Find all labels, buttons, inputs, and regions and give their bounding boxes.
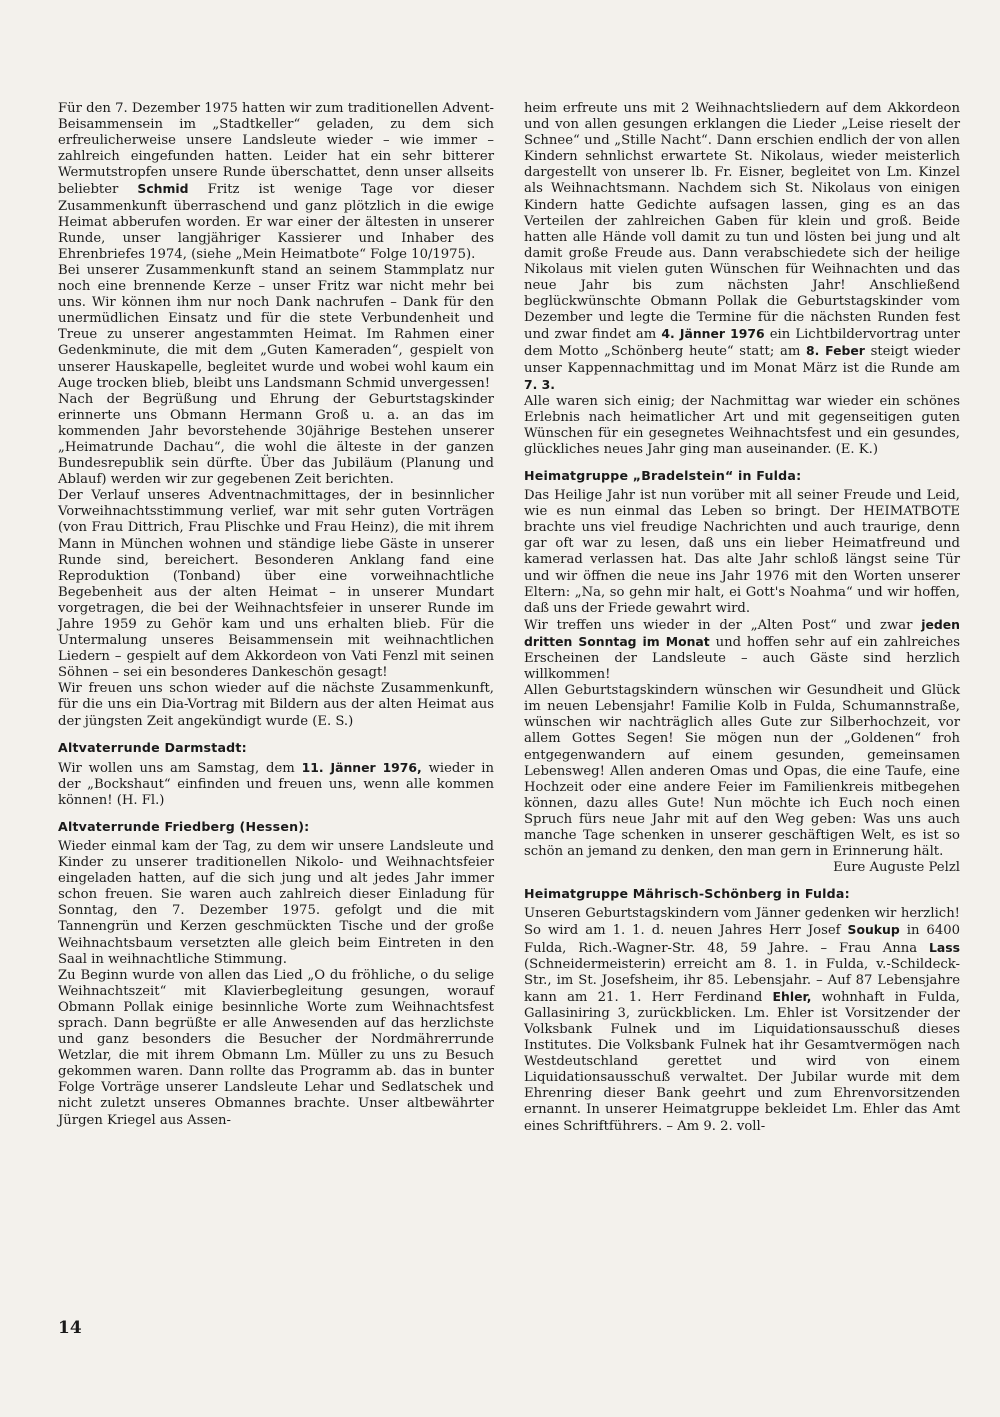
signature: Eure Auguste Pelzl [833, 860, 960, 876]
article-paragraph: Zu Beginn wurde von allen das Lied „O du fröhliche, o du selige Weihnachtszeit“ mit Klavierbegleitung gesungen, worauf Obmann Pollak einige besinnliche Worte zum Weihnachtsfest sprach. Dann begrüßte er alle Anwesenden auf das herzlichste und ganz besonders die Besucher der Nordmährerrunde Wetzlar, die mit ihrem Obmann Lm. Müller zu uns zu Besuch gekommen waren. Dann rollte das Programm ab. das in bunter Folge Vorträge unserer Landsleute Lehar und Sedlatschek und nicht zuletzt unseres Obmannes brachte. Unser altbewährter Jürgen Kriegel aus Assen- [58, 967, 494, 1128]
heading-darmstadt: Altvaterrunde Darmstadt: [58, 739, 247, 755]
right-column [524, 101, 960, 1135]
date-highlight: 11. Jänner 1976, [301, 759, 422, 775]
article-paragraph: Unseren Geburtstagskindern vom Jänner gedenken wir herzlich! So wird am 1. 1. d. neuen Jahres Herr Josef Soukup in 6400 Fulda, Rich.-Wagner-Str. 48, 59 Jahre. – Frau Anna Lass (Schneidermeisterin) erreicht am 8. 1. in Fulda, v.-Schildeck-Str., im St. Josefsheim, ihr 85. Lebensjahr. – Auf 87 Lebensjahre kann am 21. 1. Herr Ferdinand Ehler, wohnhaft in Fulda, Gallasiniring 3, zurückblicken. Lm. Ehler ist Vorsitzender der Volksbank Fulnek und im Liquidationsausschuß dieses Institutes. Die Volksbank Fulnek hat ihr Gesamtvermögen nach Westdeutschland gerettet und wird von einem Liquidationsausschuß verwaltet. Der Jubilar wurde mit dem Ehrenring dieser Bank geehrt und zum Ehrenvorsitzenden ernannt. In unserer Heimatgruppe bekleidet Lm. Ehler das Amt eines Schriftführers. – Am 9. 2. voll- [524, 906, 960, 1134]
article-paragraph: Der Verlauf unseres Adventnachmittages, der in besinnlicher Vorweihnachtsstimmung verlief, war mit sehr guten Vorträgen (von Frau Dittrich, Frau Plischke und Frau Heinz), die mit ihrem Mann in München wohnen und ständige liebe Gäste in unserer Runde sind, bereichert. Besonderen Anklang fand eine Reproduktion (Tonband) über eine vorweihnachtliche Begebenheit aus der alten Heimat – in unserer Mundart vorgetragen, die bei der Weihnachtsfeier in unserer Runde im Jahre 1959 zu Gehör kam und uns erhalten blieb. Für die Untermalung unseres Beisammensein mit weihnachtlichen Liedern – gespielt auf dem Akkordeon von Vati Fenzl mit seinen Söhnen – sei ein besonderes Dankeschön gesagt! [58, 488, 494, 681]
name-highlight: Lass [928, 939, 960, 955]
page-number: 14 [58, 1318, 82, 1338]
name-highlight: Soukup [847, 922, 900, 938]
article-paragraph: Wir freuen uns schon wieder auf die nächste Zusammenkunft, für die uns ein Dia-Vortrag mit Bildern aus der alten Heimat aus der jüngsten Zeit angekündigt wurde (E. S.) [58, 681, 494, 729]
article-paragraph: Allen Geburtstagskindern wünschen wir Gesundheit und Glück im neuen Lebensjahr! Familie Kolb in Fulda, Schumannstraße, wünschen wir nachträglich alles Gute zur Silberhochzeit, vor allem Gottes Segen! Sie mögen nun der „Goldenen“ froh entgegenwandern auf einem gesunden, gemeinsamen Lebensweg! Allen anderen Omas und Opas, die eine Taufe, eine Hochzeit oder eine andere Feier im Familienkreis mitbegehen können, dazu alles Gute! Nun möchte ich Euch noch einen Spruch fürs neue Jahr mit auf den Weg geben: Was uns auch manche Tage schenken in unserer geschäftigen Welt, es ist so schön an jemand zu denken, den man gern in Erinnerung hält. [524, 683, 960, 860]
left-column [58, 101, 494, 1129]
name-schmid: Schmid [137, 181, 189, 197]
date-highlight: 7. 3. [524, 376, 555, 392]
heading-bradelstein: Heimatgruppe „Bradelstein“ in Fulda: [524, 468, 802, 484]
article-paragraph: Für den 7. Dezember 1975 hatten wir zum traditionellen Advent-Beisammensein im „Stadtkeller“ geladen, zu dem sich erfreulicherweise unsere Landsleute wieder – wie immer – zahlreich eingefunden hatten. Leider hat ein sehr bitterer Wermutstropfen unsere Runde überschattet, denn unser allseits beliebter Schmid Fritz ist wenige Tage vor dieser Zusammenkunft überraschend und ganz plötzlich in die ewige Heimat abberufen worden. Er war einer der ältesten in unserer Runde, unser langjähriger Kassierer und Inhaber des Ehrenbriefes 1974, (siehe „Mein Heimatbote“ Folge 10/1975). [58, 101, 494, 262]
name-highlight: Ehler, [772, 988, 812, 1004]
article-paragraph: heim erfreute uns mit 2 Weihnachtsliedern auf dem Akkordeon und von allen gesungen erklangen die Lieder „Leise rieselt der Schnee“ und „Stille Nacht“. Dann erschien endlich der von allen Kindern sehnlichst erwartete St. Nikolaus, wieder meisterlich dargestellt von unserer lb. Fr. Eisner, begleitet von Lm. Kinzel als Weihnachtsmann. Nachdem sich St. Nikolaus von einigen Kindern hatte Gedichte aufsagen lassen, ging es an das Verteilen der zahlreichen Gaben für klein und groß. Beide hatten alle Hände voll damit zu tun und lösten bei jung und alt damit große Freude aus. Dann verabschiedete sich der heilige Nikolaus mit vielen guten Wünschen für Weihnachten und das neue Jahr bis zum nächsten Jahr! Anschließend beglückwünschte Obmann Pollak die Geburtstagskinder vom Dezember und legte die Termine für die nächsten Runden fest und zwar findet am 4. Jänner 1976 ein Lichtbildervortrag unter dem Motto „Schönberg heute“ statt; am 8. Feber steigt wieder unser Kappennachmittag und im Monat März ist die Runde am 7. 3. [524, 101, 960, 392]
meeting-highlight: jeden dritten Sonntag im Monat [524, 616, 960, 649]
article-paragraph: Alle waren sich einig; der Nachmittag war wieder ein schönes Erlebnis nach heimatlicher Art und mit gegenseitigen guten Wünschen für ein gesegnetes Weihnachtsfest und ein gesundes, glückliches neues Jahr ging man auseinander. (E. K.) [524, 393, 960, 457]
article-paragraph: Das Heilige Jahr ist nun vorüber mit all seiner Freude und Leid, wie es nun einmal das Leben so bringt. Der HEIMATBOTE brachte uns viel freudige Nachrichten und auch traurige, denn gar oft war zu lesen, daß uns ein lieber Heimatfreund und kamerad verlassen hat. Das alte Jahr schloß längst seine Tür und wir öffnen die neue ins Jahr 1976 mit den Worten unserer Eltern: „Na, so gehn mir halt, ei Gott's Noahma“ und wir hoffen, daß uns der Friede gewahrt wird. [524, 488, 960, 616]
article-paragraph: Wir treffen uns wieder in der „Alten Post“ und zwar jeden dritten Sonntag im Monat und hoffen sehr auf ein zahlreiches Erscheinen der Landsleute – auch Gäste sind herzlich willkommen! [524, 616, 960, 683]
date-highlight: 4. Jänner 1976 [661, 326, 765, 342]
heading-friedberg: Altvaterrunde Friedberg (Hessen): [58, 818, 310, 834]
article-paragraph: Bei unserer Zusammenkunft stand an seinem Stammplatz nur noch eine brennende Kerze – unser Fritz war nicht mehr bei uns. Wir können ihm nur noch Dank nachrufen – Dank für den unermüdlichen Einsatz und für die stete Verbundenheit und Treue zu unserer angestammten Heimat. Im Rahmen einer Gedenkminute, die mit dem „Guten Kameraden“, gespielt von unserer Hauskapelle, begleitet wurde und wobei wohl kaum ein Auge trocken blieb, bleibt uns Landsmann Schmid unvergessen! [58, 262, 494, 391]
date-highlight: 8. Feber [806, 343, 865, 359]
article-paragraph: Wir wollen uns am Samstag, dem 11. Jänner 1976, wieder in der „Bockshaut“ einfinden und freuen uns, wenn alle kommen können! (H. Fl.) [58, 759, 494, 808]
heading-maehrisch-schoenberg: Heimatgruppe Mährisch-Schönberg in Fulda: [524, 886, 850, 902]
article-paragraph: Wieder einmal kam der Tag, zu dem wir unsere Landsleute und Kinder zu unserer traditionellen Nikolo- und Weihnachtsfeier eingeladen hatten, auf die sich jung und alt jedes Jahr immer schon freuen. Sie waren auch zahlreich dieser Einladung für Sonntag, den 7. Dezember 1975. gefolgt und die mit Tannengrün und Kerzen geschmückten Tische und der große Weihnachtsbaum versetzten alle gleich beim Eintreten in den Saal in weihnachtliche Stimmung. [58, 838, 494, 967]
article-paragraph: Nach der Begrüßung und Ehrung der Geburtstagskinder erinnerte uns Obmann Hermann Groß u. a. an das im kommenden Jahr bevorstehende 30jährige Bestehen unserer „Heimatrunde Dachau“, die wohl die älteste in der ganzen Bundesrepublik sein dürfte. Über das Jubiläum (Planung und Ablauf) werden wir zur gegebenen Zeit berichten. [58, 391, 494, 488]
